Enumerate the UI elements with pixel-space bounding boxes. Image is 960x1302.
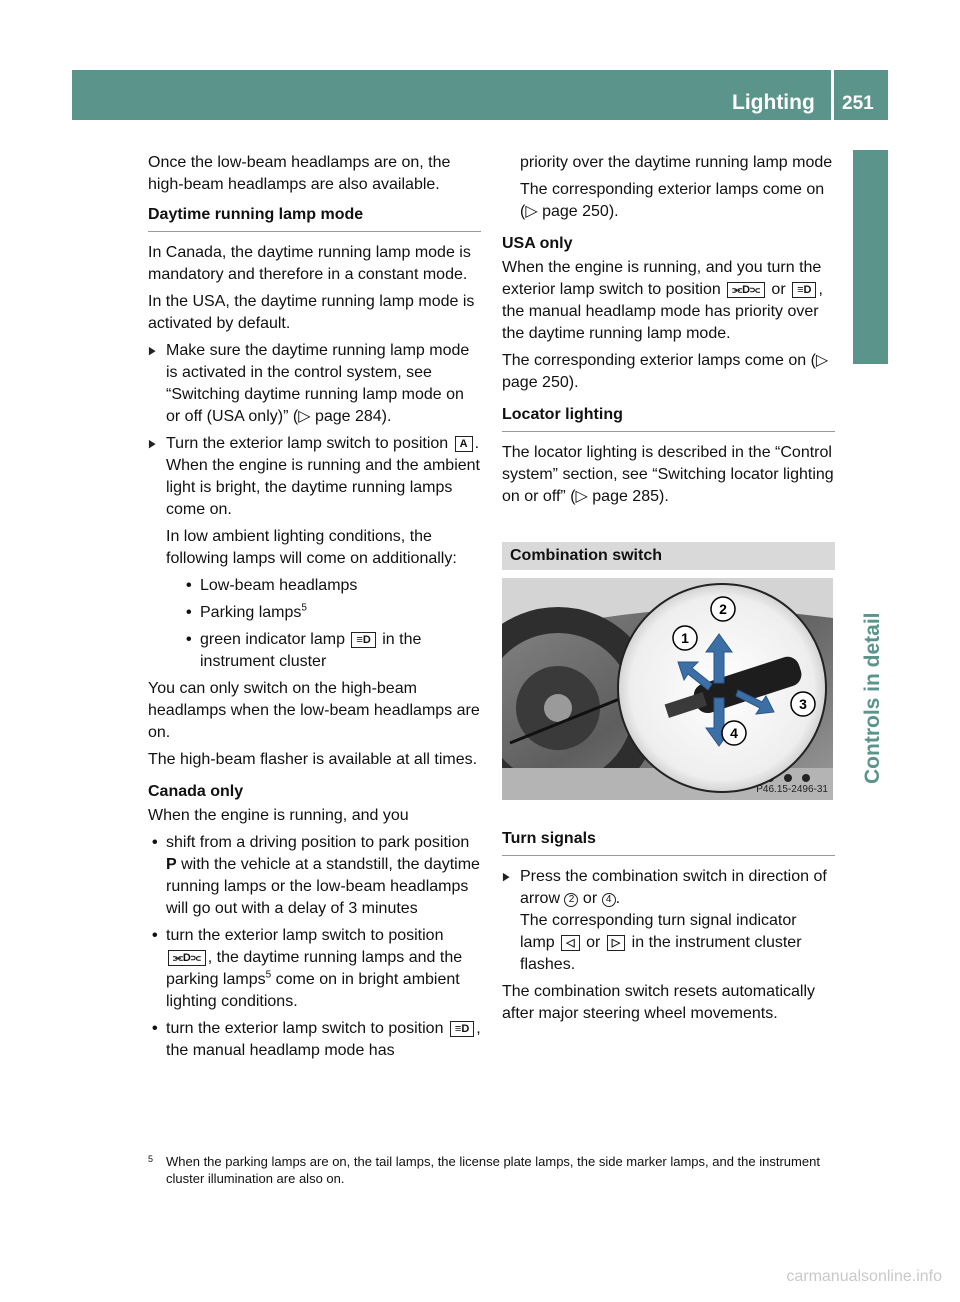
drl-paragraph-1: In Canada, the daytime running lamp mode is mandatory and therefore in a constant mode. — [148, 244, 471, 283]
locator-heading: Locator lighting — [502, 404, 835, 432]
combination-switch-figure — [502, 578, 833, 800]
combination-switch-heading: Combination switch — [502, 542, 835, 570]
drl-paragraph-2: In the USA, the daytime running lamp mode is activated by default. — [148, 293, 475, 332]
callout-ref-4: 4 — [602, 893, 616, 907]
footnote-reference: 5 — [265, 969, 272, 981]
low-beam-symbol-icon: ≡D — [351, 632, 375, 648]
instruction-step-2: ▶ Turn the exterior lamp switch to position A . When the engine is running and the ambient light is bright, the daytime running lamps come on. — [148, 433, 481, 521]
footnote-reference: 5 — [301, 602, 307, 614]
list-item: • Low-beam headlamps — [166, 575, 481, 597]
side-tab-label: Controls in detail — [861, 612, 884, 784]
instruction-step-turn: ▶ Press the combination switch in direction of arrow 2 or 4 . The corresponding turn signal indicator lamp ◁ or ▷ in the instrument cluster flashes. — [502, 866, 835, 976]
callout-4: 4 — [730, 725, 738, 741]
list-item: • turn the exterior lamp switch to position ≡D , the manual headlamp mode has — [148, 1018, 481, 1062]
left-column — [148, 152, 481, 1067]
page-number: 251 — [842, 93, 874, 114]
drl-heading: Daytime running lamp mode — [148, 204, 481, 232]
canada-intro: When the engine is running, and you — [148, 807, 409, 824]
figure-code: P46.15-2496-31 — [756, 784, 828, 795]
low-beam-symbol-icon: ≡D — [450, 1021, 474, 1037]
footnote-divider — [148, 1146, 268, 1147]
reset-note: The combination switch resets automatically after major steering wheel movements. — [502, 983, 816, 1022]
list-item: • Parking lamps$^5$ — [166, 602, 481, 624]
canada-heading: Canada only — [148, 783, 244, 800]
continued-paragraph: priority over the daytime running lamp mode — [520, 154, 833, 171]
continued-result: The corresponding exterior lamps come on (▷ page 250). — [520, 181, 825, 220]
additional-lamps — [148, 526, 481, 673]
flasher-note: The high-beam flasher is available at all times. — [148, 751, 478, 768]
usa-paragraph: When the engine is running, and you turn the exterior lamp switch to position ⫘D⫗ or ≡D , the manual headlamp mode has priority over the daytime running lamp mode. — [502, 259, 823, 342]
side-tab — [853, 150, 888, 364]
left-turn-signal-icon: ◁ — [561, 935, 579, 951]
instruction-step-1: ▶ Make sure the daytime running lamp mode is activated in the control system, see “Switching daytime running lamp mode on or off (USA only)” (▷ page 284). — [148, 340, 481, 428]
list-item: • turn the exterior lamp switch to position ⫘D⫗ , the daytime running lamps and the parking lamps$^5$ come on in bright ambient lighting conditions. — [148, 925, 481, 1013]
auto-lamp-symbol-icon: A — [455, 436, 473, 452]
footnote: 5 When the parking lamps are on, the tail lamps, the license plate lamps, the side marker lamps, and the instrument cluster illumination are also on. — [148, 1153, 838, 1187]
low-beam-symbol-icon: ≡D — [792, 282, 816, 298]
callout-3: 3 — [799, 696, 807, 712]
high-beam-note: You can only switch on the high-beam headlamps when the low-beam headlamps are on. — [148, 680, 480, 741]
list-item: • shift from a driving position to park position P with the vehicle at a standstill, the daytime running lamps or the low-beam headlamps will go out with a delay of 3 minutes — [148, 832, 481, 920]
combination-switch-photo — [502, 578, 833, 800]
turn-signals-heading: Turn signals — [502, 828, 835, 856]
callout-ref-2: 2 — [564, 893, 578, 907]
callout-2: 2 — [719, 601, 727, 617]
right-turn-signal-icon: ▷ — [607, 935, 625, 951]
watermark: carmanualsonline.info — [786, 1268, 942, 1285]
footnote-text: When the parking lamps are on, the tail lamps, the license plate lamps, the side marker lamps, and the instrument cluster illumination are also on. — [166, 1154, 820, 1186]
parking-lamp-symbol-icon: ⫘D⫗ — [168, 950, 206, 966]
locator-paragraph: The locator lighting is described in the “Control system” section, see “Switching locator lighting on or off” (▷ page 285). — [502, 444, 834, 505]
callout-1: 1 — [681, 630, 689, 646]
right-column — [502, 152, 835, 1030]
usa-heading: USA only — [502, 235, 573, 252]
usa-result: The corresponding exterior lamps come on (▷ page 250). — [502, 352, 829, 391]
parking-lamp-symbol-icon: ⫘D⫗ — [727, 282, 765, 298]
intro-paragraph: Once the low-beam headlamps are on, the high-beam headlamps are also available. — [148, 154, 451, 193]
step-2-result: When the engine is running and the ambient light is bright, the daytime running lamps come on. — [166, 457, 480, 518]
page-title: Lighting — [732, 91, 815, 114]
additional-lamps-intro: In low ambient lighting conditions, the following lamps will come on additionally: — [166, 528, 457, 567]
list-item: • green indicator lamp ≡D in the instrument cluster — [166, 629, 481, 673]
header-separator — [831, 70, 834, 120]
